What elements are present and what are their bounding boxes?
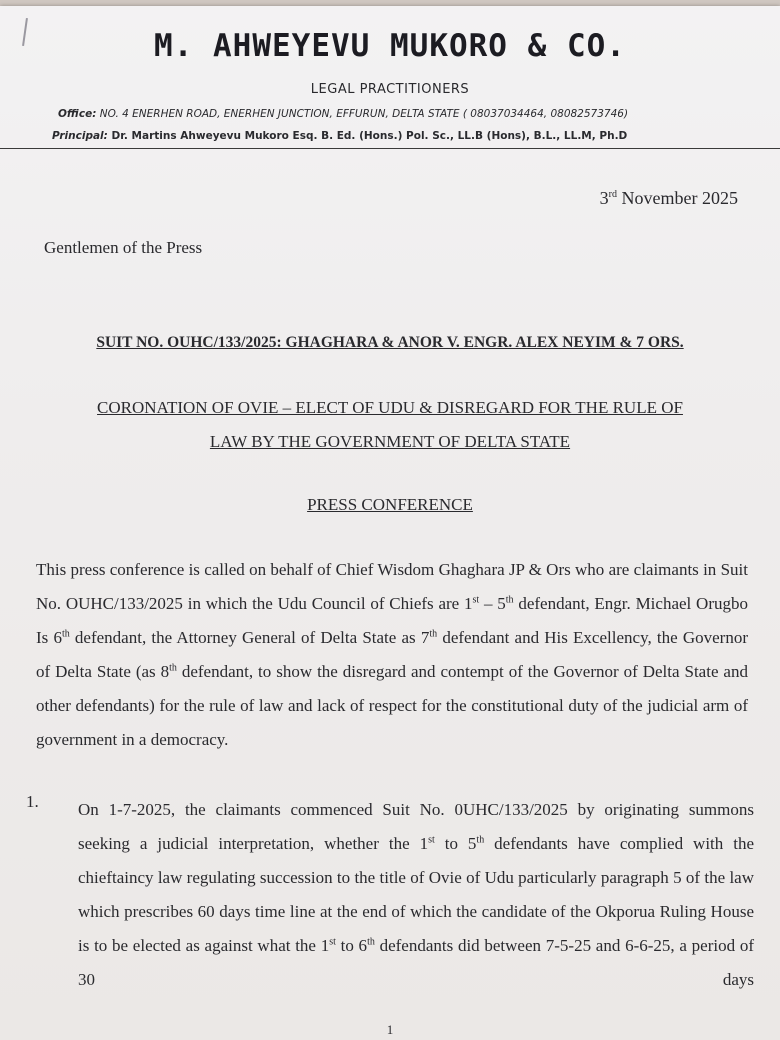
press-heading: PRESS CONFERENCE <box>307 495 473 514</box>
title-line-1: CORONATION OF OVIE – ELECT OF UDU & DISREGARD FOR THE RULE OF <box>97 398 683 417</box>
intro-paragraph: This press conference is called on behalf of Chief Wisdom Ghaghara JP & Ors who are claimants in Suit No. OUHC/133/2025 in which the Udu Council of Chiefs are 1st – 5th defendant, Engr. Michael Orugbo Is 6th defendant, the Attorney General of Delta State as 7th defendant and His Excellency, the Governor of Delta State (as 8th defendant, to show the disregard and contempt of the Governor of Delta State and other defendants) for the rule of law and lack of respect for the constitutional duty of the judicial arm of government in a democracy. <box>36 560 748 749</box>
office-label: Office: <box>58 108 97 120</box>
firm-subtitle: LEGAL PRACTITIONERS <box>310 82 470 97</box>
page-number: 1 <box>386 1022 394 1037</box>
letter-date: 3rd November 2025 <box>599 188 738 208</box>
letterhead-divider <box>0 148 780 149</box>
paragraph-1: On 1-7-2025, the claimants commenced Suit No. 0UHC/133/2025 by originating summons seeking a judicial interpretation, whether the 1st to 5th defendants have complied with the chieftaincy law regulating succession to the title of Ovie of Udu particularly paragraph 5 of the law which prescribes 60 days time line at the end of which the candidate of the Okporua Ruling House is to be elected as against what the 1st to 6th defendants did between 7-5-25 and 6-6-25, a period of 30 days <box>78 800 754 989</box>
suit-heading: SUIT NO. OUHC/133/2025: GHAGHARA & ANOR V. ENGR. ALEX NEYIM & 7 ORS. <box>96 334 684 351</box>
principal-text: Dr. Martins Ahweyevu Mukoro Esq. B. Ed. (Hons.) Pol. Sc., LL.B (Hons), B.L., LL.M, Ph.D <box>107 130 628 142</box>
office-address <box>58 108 628 120</box>
firm-name: M. AHWEYEVU MUKORO & CO. <box>154 28 626 64</box>
document-page <box>0 6 780 1040</box>
office-text: NO. 4 ENERHEN ROAD, ENERHEN JUNCTION, EFFURUN, DELTA STATE ( 08037034464, 08082573746) <box>96 108 629 120</box>
greeting: Gentlemen of the Press <box>44 238 203 257</box>
principal-label: Principal: <box>52 130 108 142</box>
title-line-2: LAW BY THE GOVERNMENT OF DELTA STATE <box>209 432 571 451</box>
paragraph-number: 1. <box>26 792 39 811</box>
principal-line <box>52 130 627 142</box>
